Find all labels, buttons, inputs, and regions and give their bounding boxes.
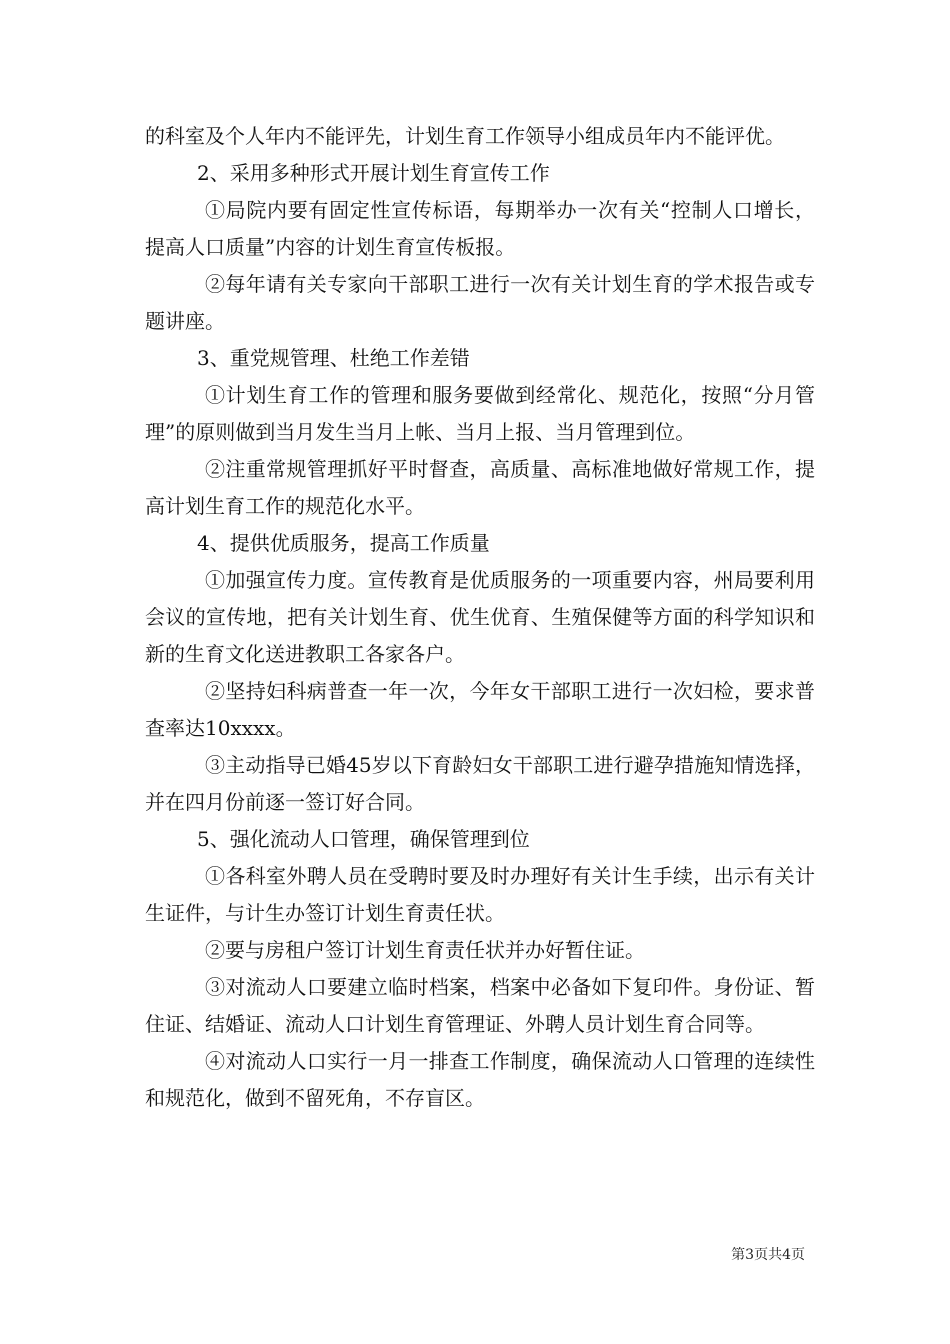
paragraph-continuation: 的科室及个人年内不能评先，计划生育工作领导小组成员年内不能评优。 xyxy=(145,124,785,148)
list-item: ③主动指导已婚45岁以下育龄妇女干部职工进行避孕措施知情选择，并在四月份前逐一签订好合同。 xyxy=(145,753,815,814)
section-heading-3: 3、重党规管理、杜绝工作差错 xyxy=(197,346,470,370)
document-body xyxy=(145,118,815,1117)
section-heading-2: 2、采用多种形式开展计划生育宣传工作 xyxy=(197,161,550,185)
list-item: ②坚持妇科病普查一年一次，今年女干部职工进行一次妇检，要求普查率达10xxxx。 xyxy=(145,679,815,740)
section-heading-4: 4、提供优质服务，提高工作质量 xyxy=(197,531,490,555)
list-item: ②注重常规管理抓好平时督查，高质量、高标准地做好常规工作，提高计划生育工作的规范化水平。 xyxy=(145,457,815,518)
section-heading-5: 5、强化流动人口管理，确保管理到位 xyxy=(197,827,530,851)
list-item: ①加强宣传力度。宣传教育是优质服务的一项重要内容，州局要利用会议的宣传地，把有关计划生育、优生优育、生殖保健等方面的科学知识和新的生育文化送进教职工各家各户。 xyxy=(145,568,815,666)
list-item: ①局院内要有固定性宣传标语，每期举办一次有关“控制人口增长，提高人口质量”内容的计划生育宣传板报。 xyxy=(145,198,815,259)
list-item: ①计划生育工作的管理和服务要做到经常化、规范化，按照“分月管理”的原则做到当月发生当月上帐、当月上报、当月管理到位。 xyxy=(145,383,815,444)
list-item: ③对流动人口要建立临时档案，档案中必备如下复印件。身份证、暂住证、结婚证、流动人口计划生育管理证、外聘人员计划生育合同等。 xyxy=(145,975,815,1036)
page-number-footer: 第3页共4页 xyxy=(731,1247,805,1263)
list-item: ②要与房租户签订计划生育责任状并办好暂住证。 xyxy=(205,938,645,962)
list-item: ④对流动人口实行一月一排查工作制度，确保流动人口管理的连续性和规范化，做到不留死角，不存盲区。 xyxy=(145,1049,815,1110)
list-item: ①各科室外聘人员在受聘时要及时办理好有关计生手续，出示有关计生证件，与计生办签订计划生育责任状。 xyxy=(145,864,815,925)
list-item: ②每年请有关专家向干部职工进行一次有关计划生育的学术报告或专题讲座。 xyxy=(145,272,815,333)
